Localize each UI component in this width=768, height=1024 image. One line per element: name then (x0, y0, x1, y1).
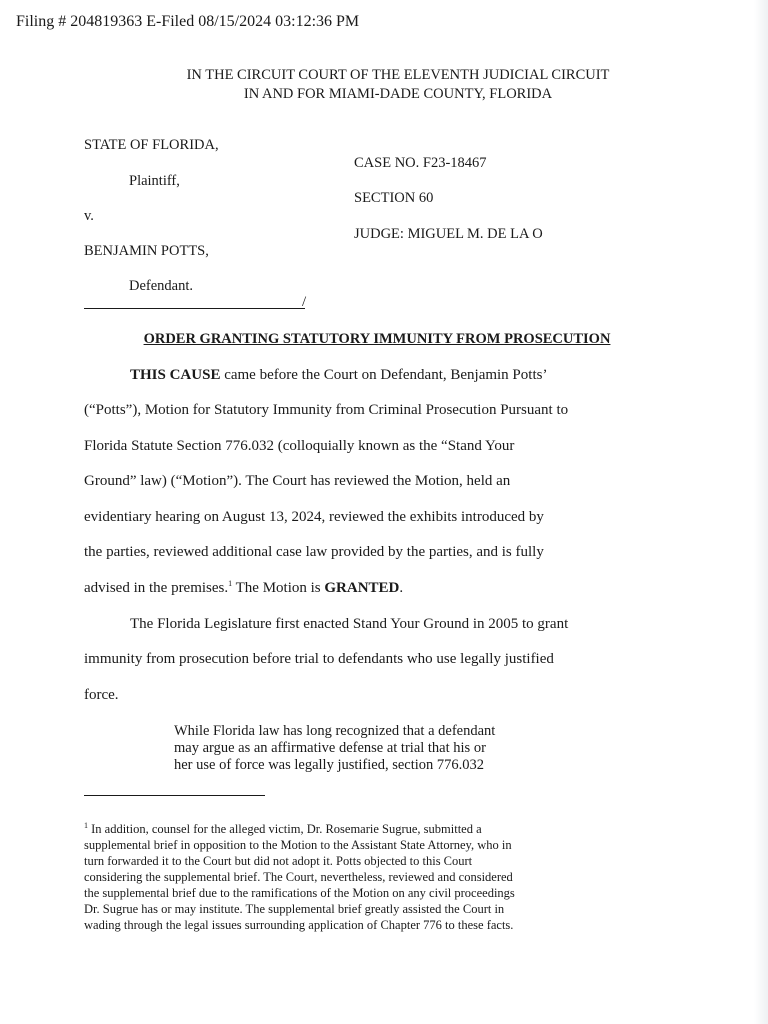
court-heading-line-2: IN AND FOR MIAMI-DADE COUNTY, FLORIDA (243, 86, 553, 102)
block-quote-line-3: her use of force was legally justified, section 776.032 (174, 757, 485, 773)
block-quote-line-1: While Florida law has long recognized that a defendant (174, 723, 496, 739)
plaintiff-name: STATE OF FLORIDA, (84, 137, 219, 153)
body-paragraph-1-line-4: Ground” law) (“Motion”). The Court has reviewed the Motion, held an (84, 473, 511, 489)
page-edge-shadow (754, 0, 768, 1024)
body-paragraph-2-line-1: The Florida Legislature first enacted Stand Your Ground in 2005 to grant (130, 616, 569, 632)
body-paragraph-2-line-3: force. (84, 687, 119, 703)
caption-slash: / (302, 294, 307, 310)
filing-header: Filing # 204819363 E-Filed 08/15/2024 03:12:36 PM (16, 13, 360, 30)
footnote-line-3: turn forwarded it to the Court but did not adopt it. Potts objected to this Court (84, 854, 473, 868)
plaintiff-role: Plaintiff, (129, 173, 180, 189)
footnote-line-4: considering the supplemental brief. The Court, nevertheless, reviewed and considered (84, 870, 513, 884)
versus-label: v. (84, 208, 94, 224)
court-heading (0, 66, 768, 104)
body-paragraph-1-line-5: evidentiary hearing on August 13, 2024, reviewed the exhibits introduced by (84, 509, 544, 525)
body-paragraph-1-line-6: the parties, reviewed additional case law provided by the parties, and is fully (84, 544, 544, 560)
footnote-divider (84, 795, 265, 796)
defendant-name: BENJAMIN POTTS, (84, 243, 209, 259)
footnote-line-7: wading through the legal issues surrounding application of Chapter 776 to these facts. (84, 918, 514, 932)
judge-name: JUDGE: MIGUEL M. DE LA O (354, 226, 543, 242)
granted-text: GRANTED (324, 580, 400, 596)
body-paragraph-1-line-7: advised in the premises.$^1$ The Motion is GRANTED. (84, 579, 404, 596)
court-heading-line-1: IN THE CIRCUIT COURT OF THE ELEVENTH JUDICIAL CIRCUIT (186, 67, 610, 83)
body-paragraph-1-line-1: THIS CAUSE came before the Court on Defendant, Benjamin Potts’ (130, 367, 548, 383)
block-quote-line-2: may argue as an affirmative defense at trial that his or (174, 740, 486, 756)
footnote-line-1: $^1$ In addition, counsel for the alleged victim, Dr. Rosemarie Sugrue, submitted a (84, 820, 482, 836)
footnote-line-6: Dr. Sugrue has or may institute. The supplemental brief greatly assisted the Court in (84, 902, 505, 916)
footnote-line-5: the supplemental brief due to the ramifications of the Motion on any civil proceedings (84, 886, 515, 900)
this-cause-lead: THIS CAUSE (130, 367, 221, 383)
body-paragraph-2-line-2: immunity from prosecution before trial to defendants who use legally justified (84, 651, 554, 667)
body-paragraph-1-line-2: (“Potts”), Motion for Statutory Immunity from Criminal Prosecution Pursuant to (84, 402, 569, 418)
footnote-line-2: supplemental brief in opposition to the Motion to the Assistant State Attorney, who in (84, 838, 512, 852)
caption-divider (84, 308, 305, 309)
footnote-marker: 1 (84, 820, 88, 830)
order-title: ORDER GRANTING STATUTORY IMMUNITY FROM PROSECUTION (143, 331, 611, 347)
case-number: CASE NO. F23-18467 (354, 155, 487, 171)
footnote-reference: 1 (228, 579, 233, 588)
defendant-role: Defendant. (129, 278, 194, 294)
body-paragraph-1-line-3: Florida Statute Section 776.032 (colloquially known as the “Stand Your (84, 438, 515, 454)
court-section: SECTION 60 (354, 190, 434, 206)
